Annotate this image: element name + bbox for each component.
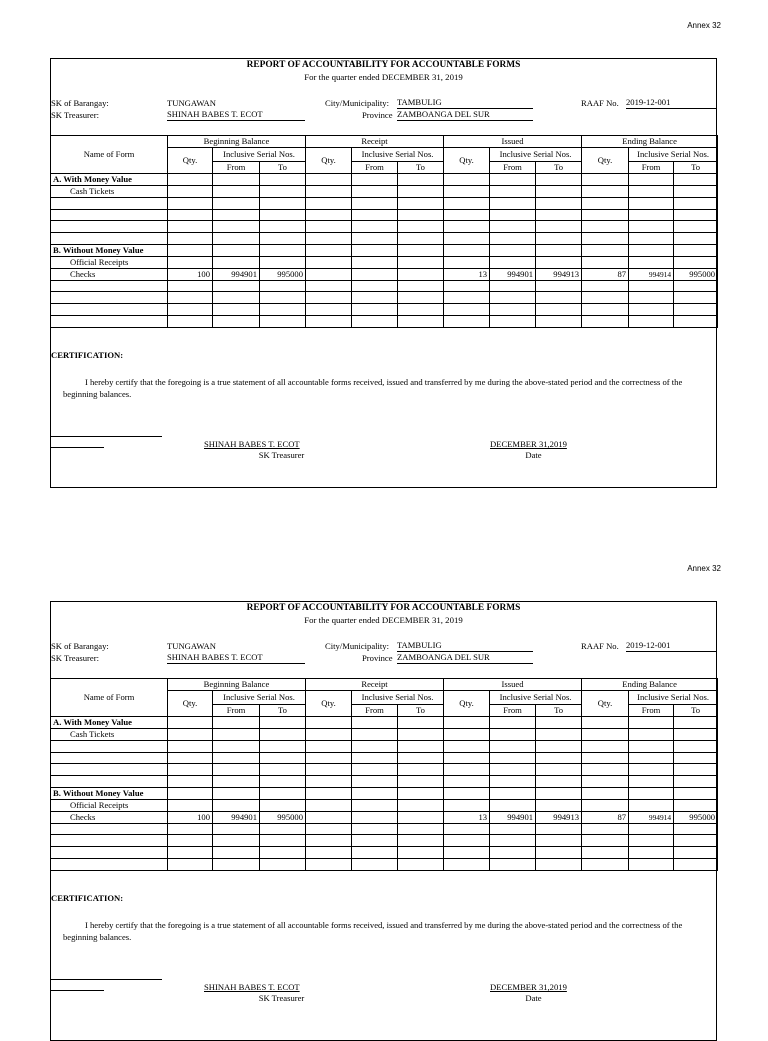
serial-header: Inclusive Serial Nos. (213, 148, 306, 162)
qty-header: Qty. (582, 148, 629, 174)
to-header: To (536, 162, 582, 174)
sk-treasurer-label: SK Treasurer: (51, 110, 99, 120)
table-row (51, 787, 718, 799)
raaf-label: RAAF No. (581, 641, 619, 651)
qty-header: Qty. (582, 691, 629, 717)
beginning-from: 994901 (213, 268, 260, 280)
sk-treasurer-value: SHINAH BABES T. ECOT (167, 109, 305, 121)
issued-header: Issued (444, 679, 582, 691)
checks-row (51, 268, 718, 280)
table-row (51, 244, 718, 256)
sk-barangay-label: SK of Barangay: (51, 98, 109, 108)
sk-barangay-value: TUNGAWAN (167, 641, 216, 651)
annex-label: Annex 32 (687, 564, 721, 573)
issued-from: 994901 (490, 268, 536, 280)
serial-header: Inclusive Serial Nos. (213, 691, 306, 705)
to-header: To (398, 705, 444, 717)
ending-from: 994914 (629, 811, 674, 823)
certification-date: DECEMBER 31,2019 (490, 982, 567, 992)
receipt-header: Receipt (306, 136, 444, 148)
city-value: TAMBULIG (397, 97, 533, 109)
city-label: City/Municipality: (325, 641, 389, 651)
city-label: City/Municipality: (325, 98, 389, 108)
beginning-qty: 100 (168, 811, 213, 823)
sk-barangay-label: SK of Barangay: (51, 641, 109, 651)
province-label: Province (362, 110, 393, 120)
from-header: From (352, 162, 398, 174)
table-row (51, 799, 718, 811)
table-row (51, 221, 718, 233)
report-sheet (50, 58, 717, 488)
name-of-form-header: Name of Form (51, 679, 168, 717)
table-row (51, 741, 718, 753)
table-row (51, 233, 718, 245)
table-row (51, 304, 718, 316)
report-title: REPORT OF ACCOUNTABILITY FOR ACCOUNTABLE FORMS (246, 603, 521, 613)
ending-balance-header: Ending Balance (582, 136, 718, 148)
from-header: From (629, 705, 674, 717)
sk-treasurer-label: SK Treasurer: (51, 653, 99, 663)
date-label: Date (525, 993, 542, 1003)
from-header: From (213, 705, 260, 717)
signatory-name: SHINAH BABES T. ECOT (204, 439, 300, 449)
signature-line-short (51, 447, 104, 448)
province-label: Province (362, 653, 393, 663)
table-row (51, 280, 718, 292)
serial-header: Inclusive Serial Nos. (352, 148, 444, 162)
signature-line (51, 979, 162, 980)
report-subtitle: For the quarter ended DECEMBER 31, 2019 (304, 72, 463, 82)
beginning-balance-header: Beginning Balance (168, 136, 306, 148)
from-header: From (490, 162, 536, 174)
qty-header: Qty. (306, 691, 352, 717)
to-header: To (674, 162, 718, 174)
city-value: TAMBULIG (397, 640, 533, 652)
certification-heading: CERTIFICATION: (51, 893, 124, 903)
issued-from: 994901 (490, 811, 536, 823)
issued-qty: 13 (444, 268, 490, 280)
accountability-table (50, 678, 718, 871)
section-b-label: B. Without Money Value (51, 244, 168, 256)
signatory-name: SHINAH BABES T. ECOT (204, 982, 300, 992)
table-row (51, 858, 718, 870)
table-row (51, 776, 718, 788)
signatory-role: SK Treasurer (258, 993, 305, 1003)
certification-text: I hereby certify that the foregoing is a true statement of all accountable forms received, issued and transferred by me during the above-stated period and the correctness of the beginning balances. (63, 377, 683, 399)
table-row (51, 186, 718, 198)
from-header: From (490, 705, 536, 717)
issued-to: 994913 (536, 268, 582, 280)
section-b-label: B. Without Money Value (51, 787, 168, 799)
serial-header: Inclusive Serial Nos. (629, 691, 718, 705)
table-row (51, 292, 718, 304)
date-label: Date (525, 450, 542, 460)
ending-balance-header: Ending Balance (582, 679, 718, 691)
section-a-label: A. With Money Value (51, 174, 168, 186)
issued-to: 994913 (536, 811, 582, 823)
qty-header: Qty. (168, 691, 213, 717)
checks-label: Checks (51, 811, 168, 823)
signature-line-short (51, 990, 104, 991)
table-row (51, 174, 718, 186)
qty-header: Qty. (444, 148, 490, 174)
table-row (51, 764, 718, 776)
table-row (51, 752, 718, 764)
report-subtitle: For the quarter ended DECEMBER 31, 2019 (304, 615, 463, 625)
ending-to: 995000 (674, 811, 718, 823)
ending-to: 995000 (674, 268, 718, 280)
table-row (51, 823, 718, 835)
table-row (51, 198, 718, 210)
certification-date: DECEMBER 31,2019 (490, 439, 567, 449)
serial-header: Inclusive Serial Nos. (352, 691, 444, 705)
qty-header: Qty. (444, 691, 490, 717)
cash-tickets-label: Cash Tickets (51, 186, 168, 198)
qty-header: Qty. (306, 148, 352, 174)
serial-header: Inclusive Serial Nos. (490, 691, 582, 705)
report-title: REPORT OF ACCOUNTABILITY FOR ACCOUNTABLE FORMS (246, 60, 521, 70)
beginning-qty: 100 (168, 268, 213, 280)
accountability-table (50, 135, 718, 328)
from-header: From (352, 705, 398, 717)
table-row (51, 847, 718, 859)
to-header: To (260, 162, 306, 174)
table-row (51, 729, 718, 741)
raaf-value: 2019-12-001 (626, 640, 716, 652)
receipt-header: Receipt (306, 679, 444, 691)
table-row (51, 256, 718, 268)
to-header: To (536, 705, 582, 717)
province-value: ZAMBOANGA DEL SUR (397, 652, 533, 664)
from-header: From (213, 162, 260, 174)
section-a-label: A. With Money Value (51, 717, 168, 729)
signature-line (51, 436, 162, 437)
certification-text: I hereby certify that the foregoing is a true statement of all accountable forms received, issued and transferred by me during the above-stated period and the correctness of the beginning balances. (63, 920, 683, 942)
province-value: ZAMBOANGA DEL SUR (397, 109, 533, 121)
annex-label: Annex 32 (687, 21, 721, 30)
official-receipts-label: Official Receipts (51, 799, 168, 811)
issued-header: Issued (444, 136, 582, 148)
table-row (51, 315, 718, 327)
table-row (51, 209, 718, 221)
to-header: To (398, 162, 444, 174)
checks-row (51, 811, 718, 823)
beginning-balance-header: Beginning Balance (168, 679, 306, 691)
beginning-to: 995000 (260, 811, 306, 823)
serial-header: Inclusive Serial Nos. (490, 148, 582, 162)
raaf-value: 2019-12-001 (626, 97, 716, 109)
official-receipts-label: Official Receipts (51, 256, 168, 268)
name-of-form-header: Name of Form (51, 136, 168, 174)
ending-qty: 87 (582, 268, 629, 280)
to-header: To (260, 705, 306, 717)
beginning-to: 995000 (260, 268, 306, 280)
table-row (51, 835, 718, 847)
qty-header: Qty. (168, 148, 213, 174)
ending-from: 994914 (629, 268, 674, 280)
from-header: From (629, 162, 674, 174)
raaf-label: RAAF No. (581, 98, 619, 108)
certification-heading: CERTIFICATION: (51, 350, 124, 360)
to-header: To (674, 705, 718, 717)
serial-header: Inclusive Serial Nos. (629, 148, 718, 162)
table-row (51, 717, 718, 729)
beginning-from: 994901 (213, 811, 260, 823)
ending-qty: 87 (582, 811, 629, 823)
sk-treasurer-value: SHINAH BABES T. ECOT (167, 652, 305, 664)
checks-label: Checks (51, 268, 168, 280)
sk-barangay-value: TUNGAWAN (167, 98, 216, 108)
signatory-role: SK Treasurer (258, 450, 305, 460)
report-sheet (50, 601, 717, 1041)
cash-tickets-label: Cash Tickets (51, 729, 168, 741)
issued-qty: 13 (444, 811, 490, 823)
